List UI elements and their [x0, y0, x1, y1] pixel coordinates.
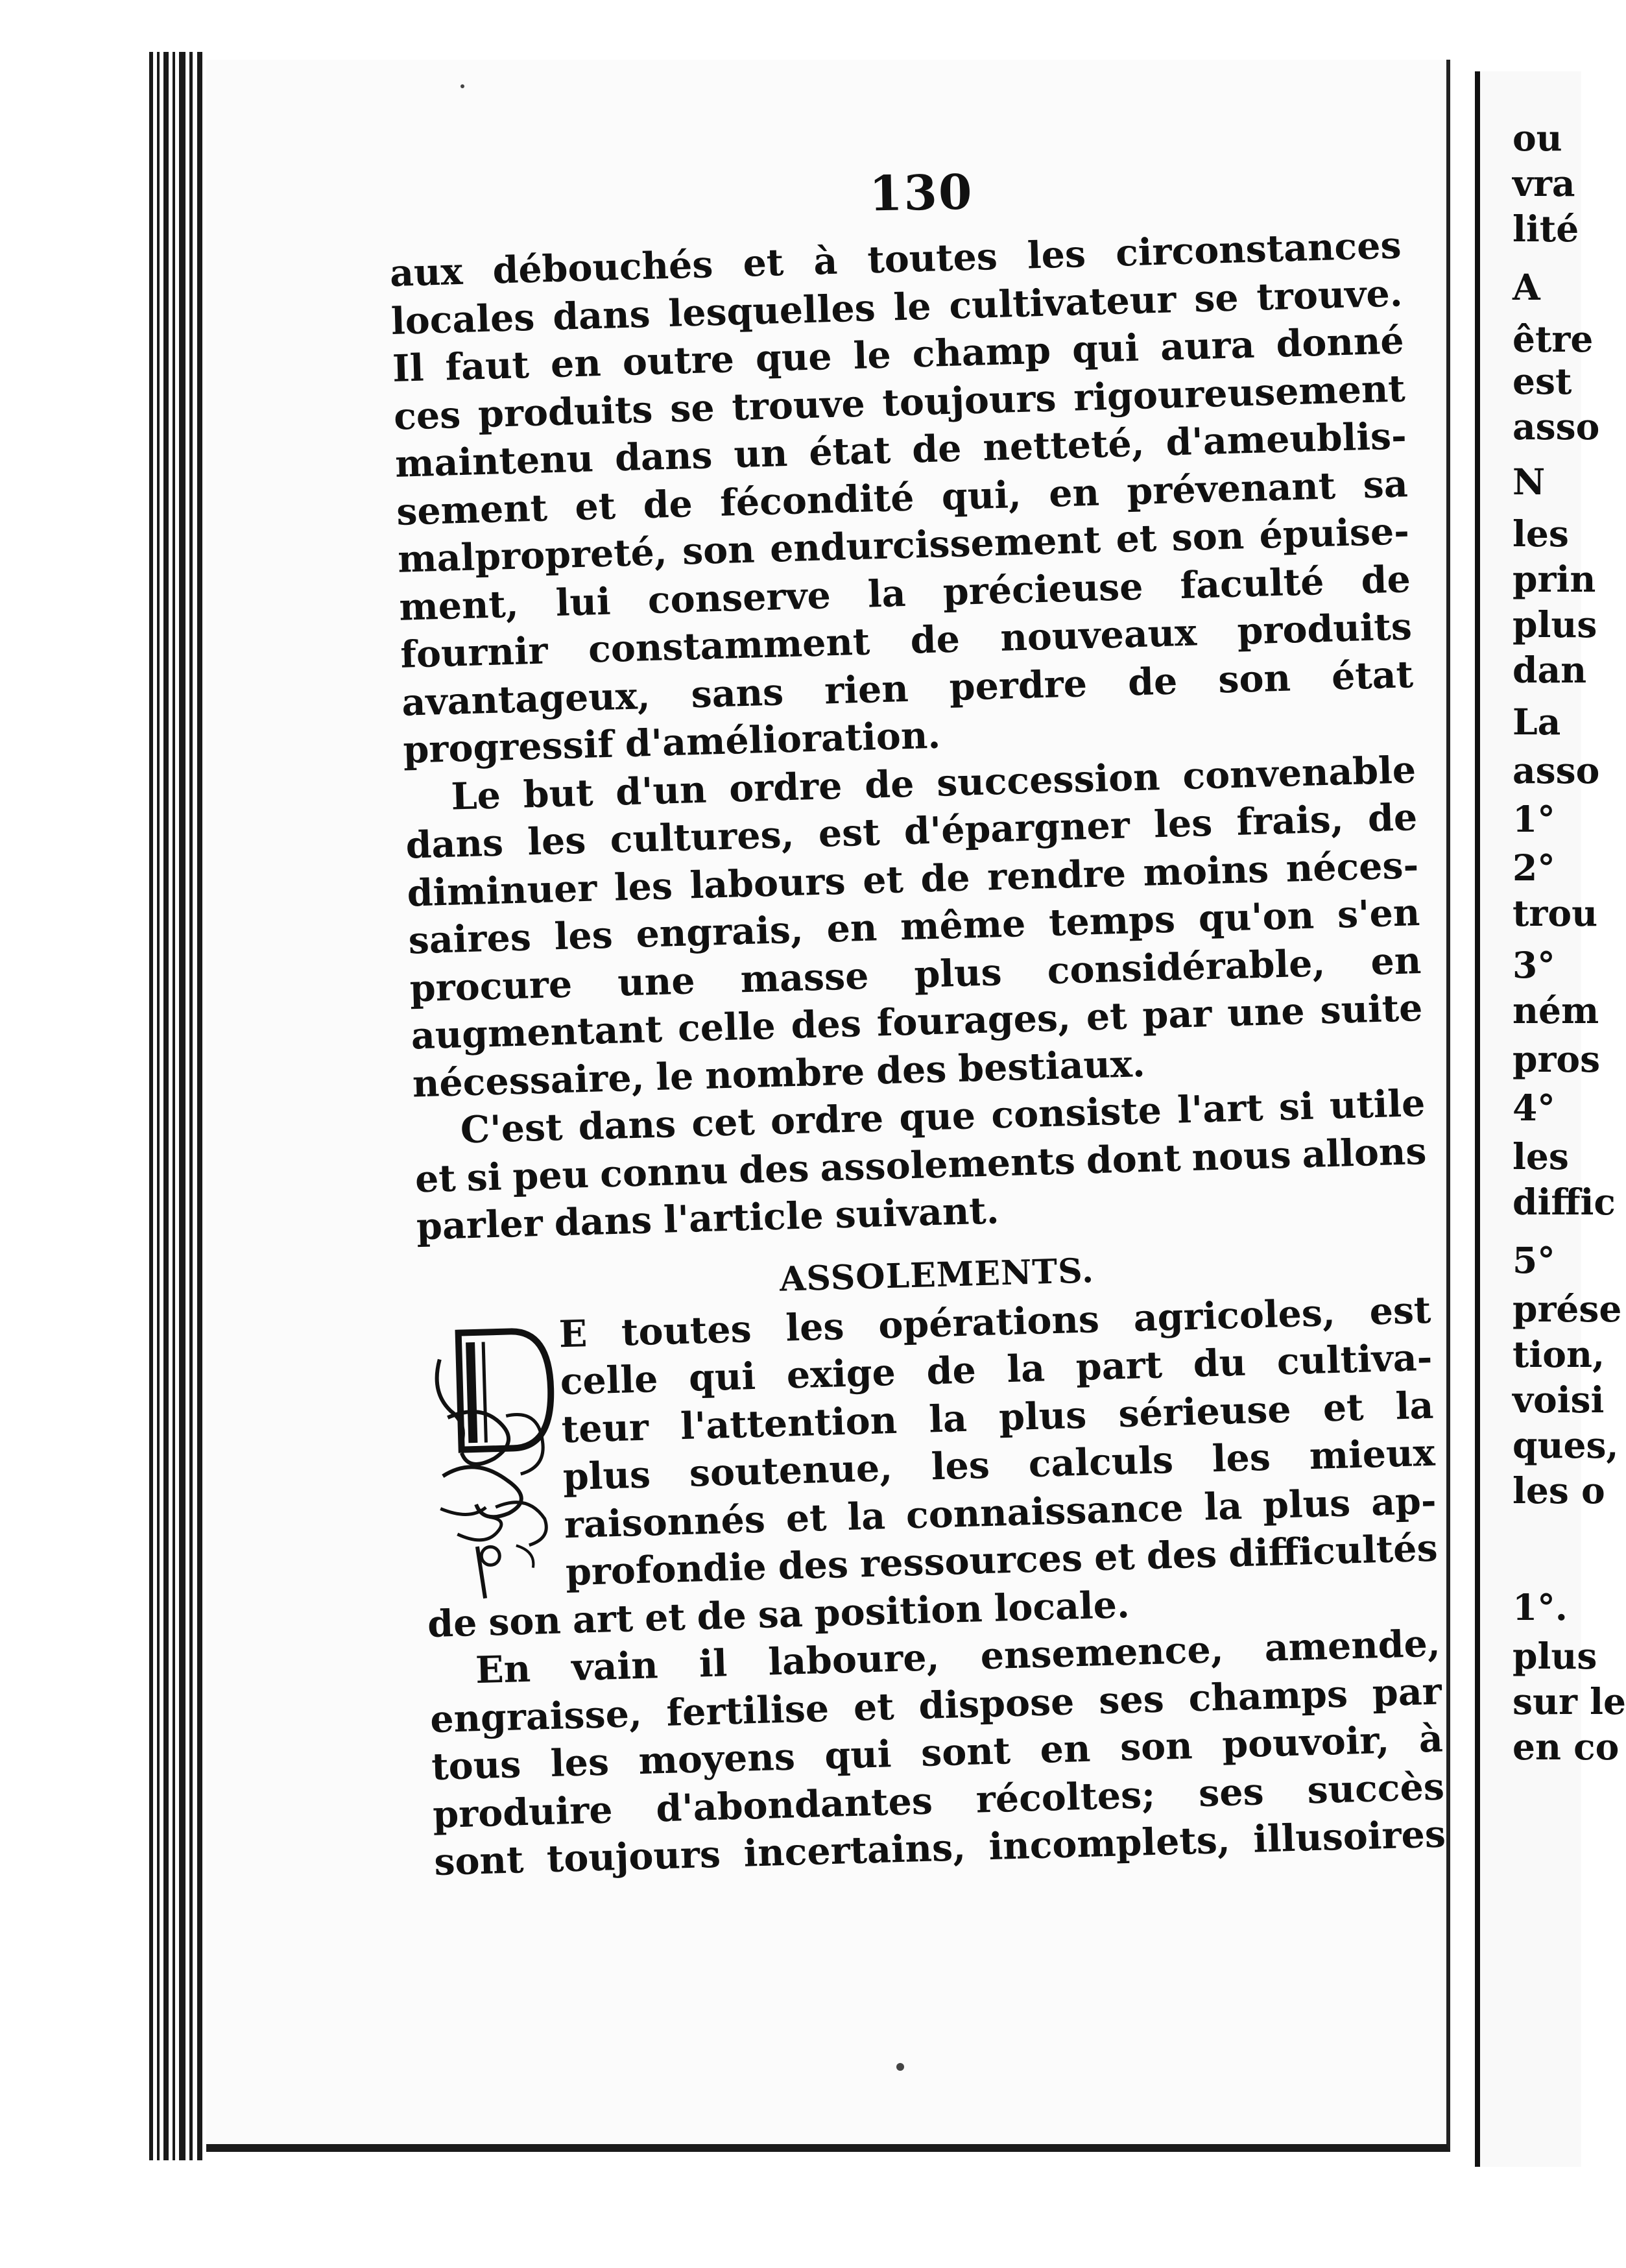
- right-page-fragment: prin: [1512, 558, 1596, 600]
- right-page-fragment: ném: [1512, 989, 1599, 1031]
- right-page-fragment: tion,: [1512, 1333, 1605, 1375]
- right-page-edge: [1475, 71, 1626, 2167]
- page-gutter: [1450, 39, 1475, 2167]
- right-page-fragment: asso: [1512, 405, 1600, 448]
- right-page-fragment: 4°: [1512, 1087, 1555, 1129]
- right-page-fragment: en co: [1512, 1726, 1620, 1768]
- right-page-fragment: plus: [1512, 1635, 1597, 1677]
- right-page-fragment: 3°: [1512, 944, 1555, 986]
- right-page-fragment: trou: [1512, 892, 1598, 934]
- text-line: plus soutenue, les calculs les mieux: [562, 1430, 1436, 1499]
- right-page-fragment: sur le: [1512, 1680, 1626, 1722]
- right-page-fragment: 1°.: [1512, 1586, 1568, 1628]
- right-page-fragment: 5°: [1512, 1239, 1555, 1281]
- right-page-fragment: diffic: [1512, 1181, 1616, 1223]
- text-line: celle qui exige de la part du cultiva-: [559, 1335, 1433, 1404]
- right-page-fragment: asso: [1512, 749, 1600, 791]
- scan-bottom-margin: [0, 2167, 1581, 2268]
- text-line: ces produits se trouve toujours rigoureusement: [393, 366, 1406, 439]
- paragraph-2: [404, 746, 1425, 1108]
- text-line: teur l'attention la plus sérieuse et la: [560, 1383, 1435, 1451]
- text-line: En vain il laboure, ensemence, amende,: [475, 1621, 1441, 1693]
- print-speck: [460, 84, 464, 88]
- scan-left-margin: [0, 0, 152, 2268]
- text-line: et si peu connu des assolements dont nous allons: [414, 1129, 1428, 1201]
- text-line: augmentant celle des fourages, et par une suite: [410, 985, 1424, 1058]
- text-line: sement et de fécondité qui, en prévenant sa: [396, 461, 1409, 534]
- paragraph-5: [428, 1620, 1446, 1887]
- right-page-fragment: voisi: [1512, 1379, 1605, 1421]
- text-line: E toutes les opérations agricoles, est: [558, 1288, 1432, 1356]
- right-page-fragment: les: [1512, 1135, 1569, 1177]
- right-page-fragment: prése: [1512, 1288, 1622, 1330]
- text-line: fournir constamment de nouveaux produits: [400, 605, 1413, 677]
- page-text: [389, 221, 1446, 1886]
- text-line: produire d'abondantes récoltes; ses succès: [432, 1765, 1445, 1837]
- text-line: tous les moyens qui sont en son pouvoir, à: [431, 1717, 1444, 1789]
- text-line: profondie des ressources et des difficultés: [565, 1526, 1439, 1595]
- drop-cap-paragraph: [419, 1286, 1440, 1648]
- right-page-fragment: A: [1512, 266, 1540, 308]
- paragraph-4: [419, 1286, 1440, 1648]
- text-line: C'est dans cet ordre que consiste l'art si utile: [459, 1081, 1426, 1152]
- text-line: ment, lui conserve la précieuse faculté de: [398, 557, 1411, 629]
- print-speck: [896, 2063, 904, 2071]
- text-line: avantageux, sans rien perdre de son état: [401, 652, 1414, 725]
- right-page-fragment: est: [1512, 360, 1572, 402]
- text-line: sont toujours incertains, incomplets, illusoires: [433, 1812, 1446, 1885]
- text-line: engraisse, fertilise et dispose ses champs par: [429, 1669, 1442, 1741]
- right-page-fragment: plus: [1512, 603, 1597, 645]
- right-page-fragment: 2°: [1512, 847, 1555, 889]
- paragraph-1: [389, 221, 1415, 774]
- text-line: Il faut en outre que le champ qui aura donné: [392, 319, 1405, 391]
- text-line: parler dans l'article suivant.: [416, 1188, 1000, 1249]
- text-line: diminuer les labours et de rendre moins néces-: [406, 843, 1420, 915]
- right-page-fragment: pros: [1512, 1038, 1601, 1080]
- right-page-fragment: ou: [1512, 117, 1562, 159]
- text-line: locales dans lesquelles le cultivateur se trouve.: [390, 271, 1404, 343]
- right-page-fragment: lité: [1512, 208, 1579, 250]
- right-page-fragment: 1°: [1512, 798, 1555, 840]
- text-line: procure une masse plus considérable, en: [409, 938, 1422, 1011]
- right-page-fragment: être: [1512, 318, 1594, 360]
- right-page-fragment: les: [1512, 513, 1569, 555]
- text-line: Le but d'un ordre de succession convenable: [450, 747, 1417, 819]
- text-line: nécessaire, le nombre des bestiaux.: [411, 1041, 1146, 1105]
- book-spine-edge: [149, 52, 208, 2160]
- section-heading: ASSOLEMENTS.: [779, 1250, 1095, 1299]
- page-number: 130: [868, 164, 974, 223]
- text-line: raisonnés et la connaissance la plus ap-: [564, 1478, 1437, 1547]
- right-page-fragment: La: [1512, 701, 1561, 743]
- paragraph-3: [413, 1080, 1429, 1251]
- right-page-fragment: N: [1512, 461, 1546, 503]
- text-line: maintenu dans un état de netteté, d'ameublis-: [394, 414, 1407, 486]
- text-line: aux débouchés et à toutes les circonstances: [389, 223, 1402, 295]
- right-page-fragment: vra: [1512, 162, 1575, 204]
- text-line: de son art et de sa position locale.: [427, 1582, 1130, 1646]
- text-line: malpropreté, son endurcissement et son épuise-: [397, 509, 1410, 581]
- text-line: progressif d'amélioration.: [402, 713, 941, 772]
- right-page-fragment: les o: [1512, 1469, 1605, 1512]
- text-line: saires les engrais, en même temps qu'on s'en: [407, 891, 1421, 963]
- right-page-fragment: ques,: [1512, 1424, 1619, 1466]
- ornamental-drop-cap: [419, 1310, 566, 1606]
- text-line: dans les cultures, est d'épargner les frais, de: [405, 795, 1418, 867]
- right-page-fragment: dan: [1512, 649, 1587, 691]
